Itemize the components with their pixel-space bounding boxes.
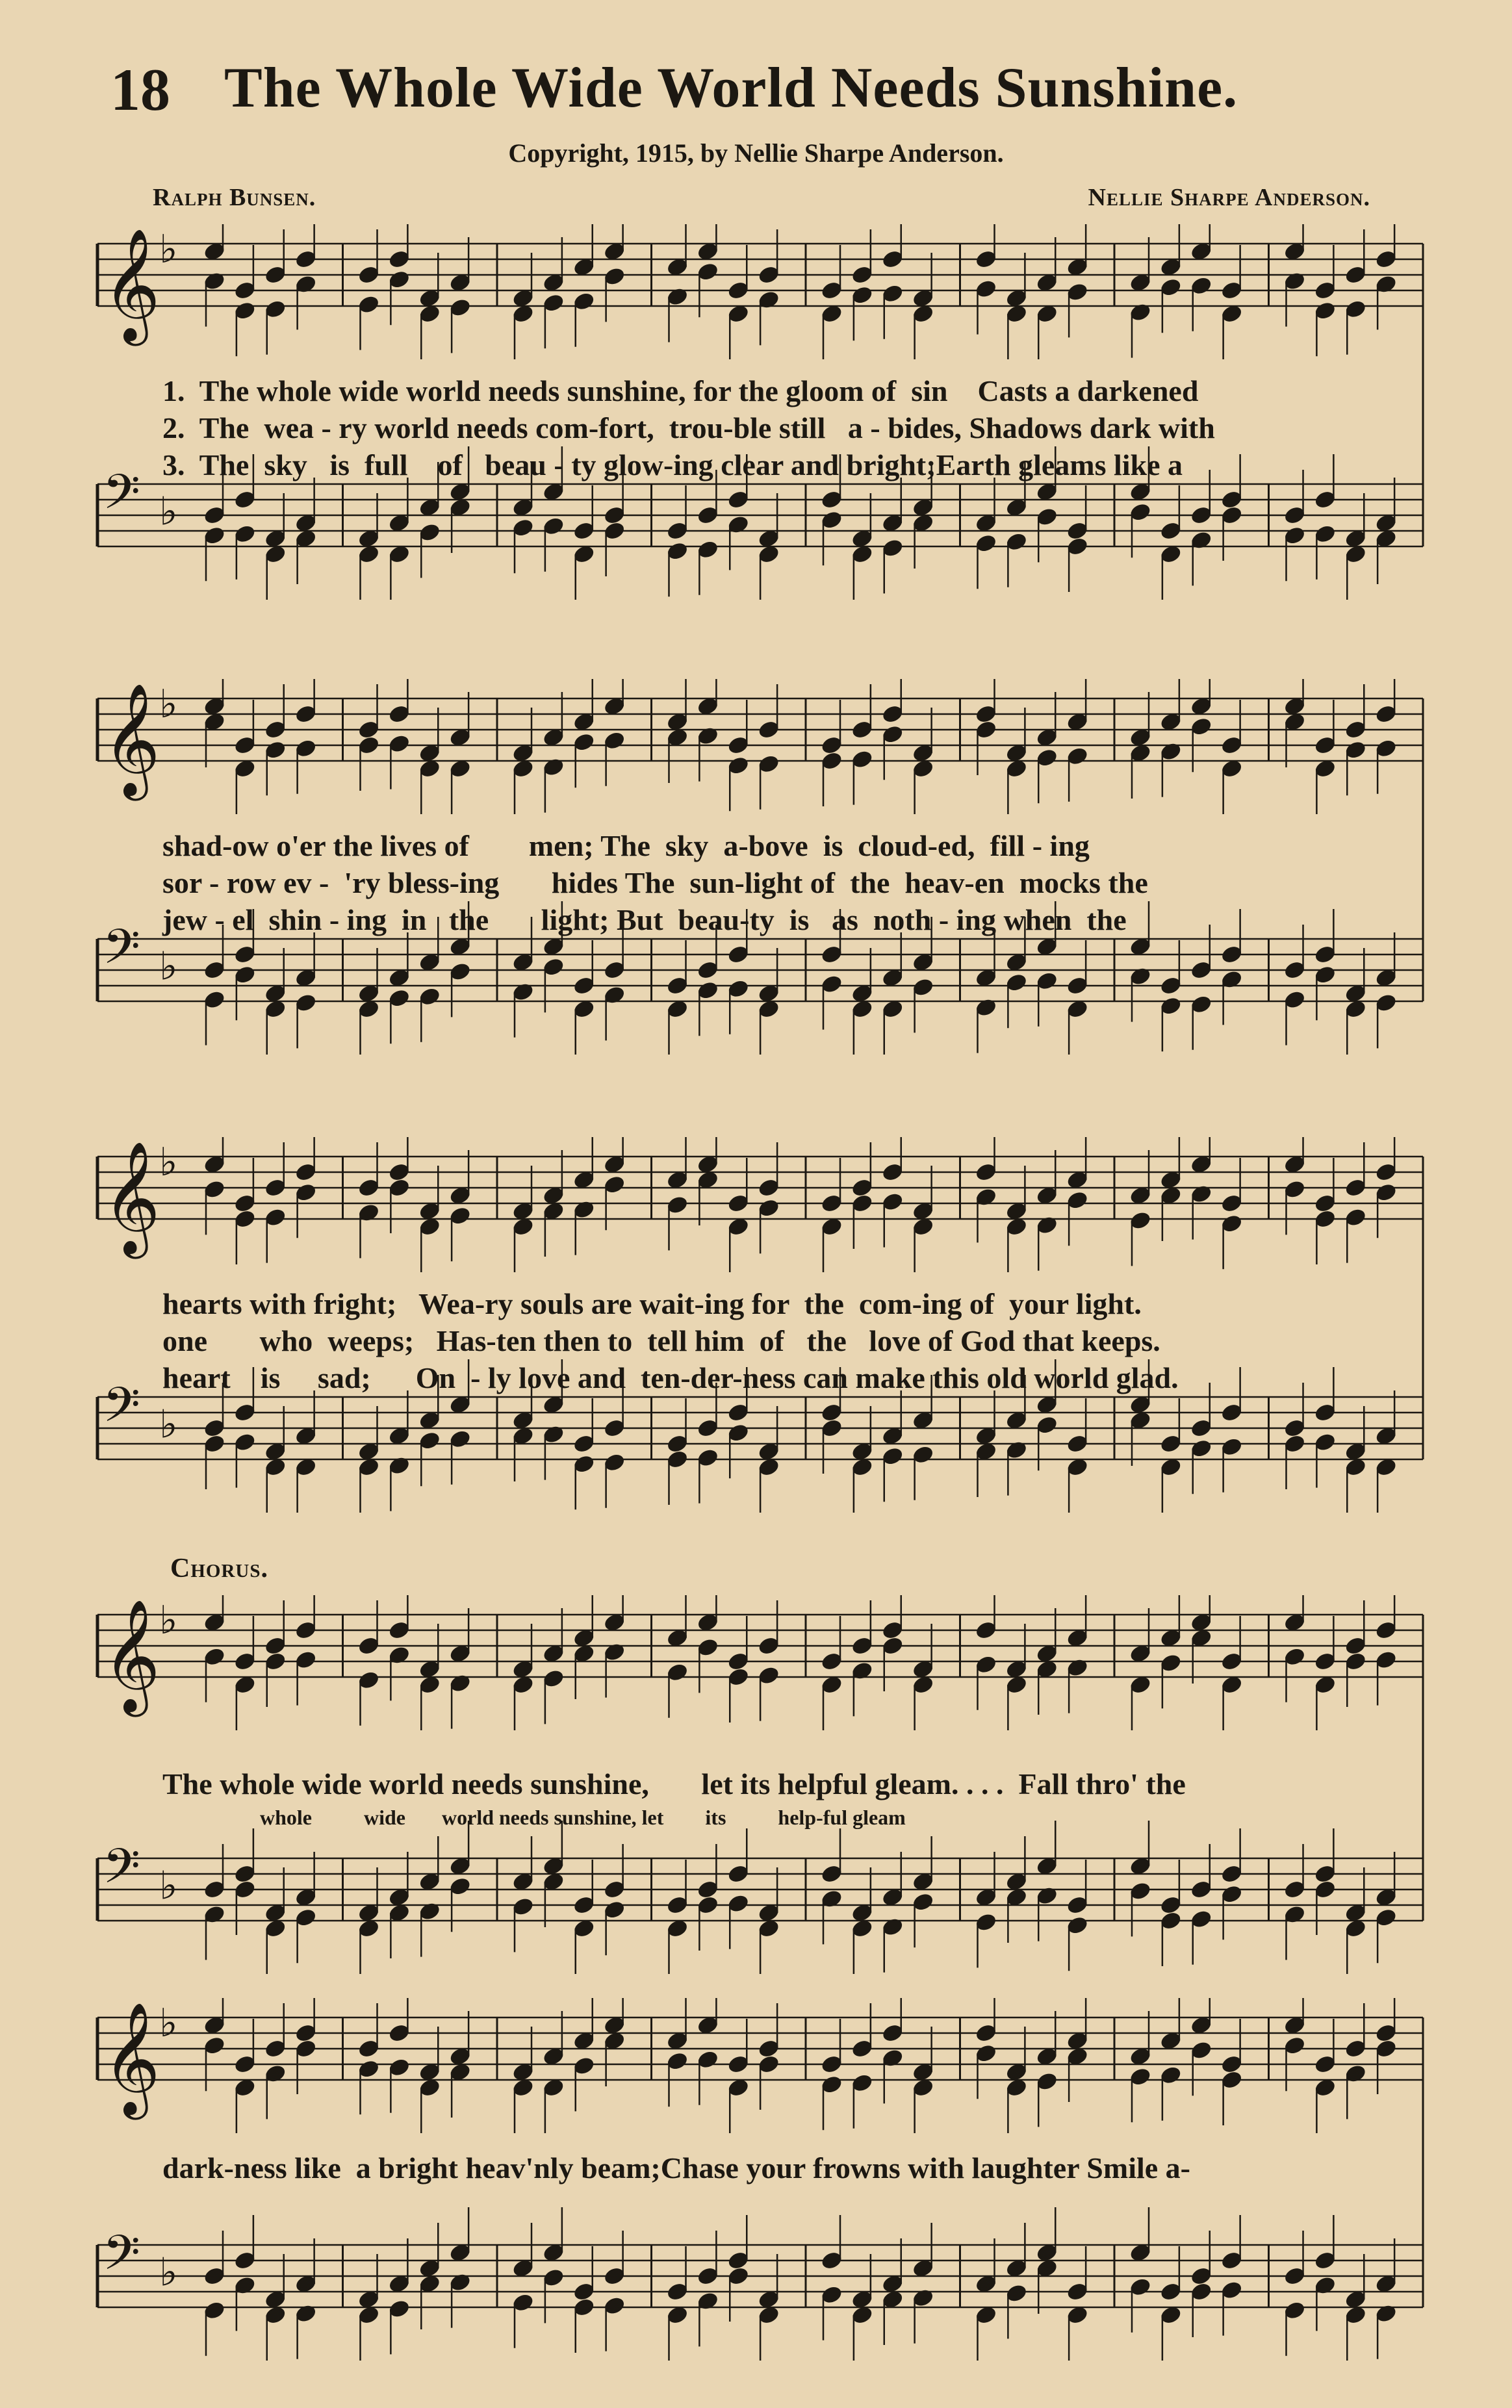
treble-staff xyxy=(97,224,1423,359)
bass-clef-icon: 𝄢 xyxy=(103,2225,140,2293)
lyrics-verse-1: hearts with fright; Wea-ry souls are wait-ing for the com-ing of your light. xyxy=(162,1287,1142,1320)
lyrics-verse-3: 3. The sky is full of beau - ty glow-ing clear and bright;Earth gleams like a xyxy=(162,448,1183,481)
chorus-label: Chorus. xyxy=(170,1554,268,1583)
bass-staff xyxy=(97,1821,1423,1974)
treble-clef-icon: 𝄞 xyxy=(103,1599,160,1712)
flat-sign-icon: ♭ xyxy=(159,2249,178,2296)
treble-clef-icon: 𝄞 xyxy=(103,2002,160,2115)
flat-sign-icon: ♭ xyxy=(159,489,178,535)
bass-clef-icon: 𝄢 xyxy=(103,1377,140,1445)
hymn-title: The Whole Wide World Needs Sunshine. xyxy=(224,57,1238,120)
lyrics-verse-1: 1. The whole wide world needs sunshine, for the gloom of sin Casts a darkened xyxy=(162,374,1199,407)
lyrics-verse-1: shad-ow o'er the lives of men; The sky a-bove is cloud-ed, fill - ing xyxy=(162,829,1090,862)
lyrics-chorus-echo: whole wide world needs sunshine, let its help-ful gleam xyxy=(260,1806,906,1829)
flat-sign-icon: ♭ xyxy=(159,1863,178,1909)
lyrics-verse-2: one who weeps; Has-ten then to tell him of the love of God that keeps. xyxy=(162,1324,1160,1357)
lyrics-verse-3: heart is sad; On - ly love and ten-der-ness can make this old world glad. xyxy=(162,1361,1179,1394)
lyricist-credit: Ralph Bunsen. xyxy=(153,184,316,211)
bass-clef-icon: 𝄢 xyxy=(103,1838,140,1906)
bass-clef-icon: 𝄢 xyxy=(103,464,140,532)
treble-clef-icon: 𝄞 xyxy=(103,1141,160,1254)
flat-sign-icon: ♭ xyxy=(159,226,178,272)
treble-clef-icon: 𝄞 xyxy=(103,228,160,341)
bass-staff xyxy=(97,2207,1423,2361)
lyrics-verse-2: sor - row ev - 'ry bless-ing hides The sun-light of the heav-en mocks the xyxy=(162,866,1148,899)
treble-staff xyxy=(97,1595,1423,1730)
flat-sign-icon: ♭ xyxy=(159,1402,178,1448)
hymn-number: 18 xyxy=(110,57,170,123)
music-system-2 xyxy=(91,679,1429,1082)
flat-sign-icon: ♭ xyxy=(159,943,178,990)
treble-staff xyxy=(97,679,1423,814)
flat-sign-icon: ♭ xyxy=(159,1597,178,1643)
flat-sign-icon: ♭ xyxy=(159,2000,178,2046)
treble-staff xyxy=(97,1137,1423,1272)
composer-credit: Nellie Sharpe Anderson. xyxy=(1088,184,1370,211)
music-system-1 xyxy=(91,224,1429,627)
flat-sign-icon: ♭ xyxy=(159,1139,178,1185)
music-system-4 xyxy=(91,1595,1429,1998)
lyrics-verse-3: jew - el shin - ing in the light; But beau-ty is as noth - ing when the xyxy=(162,903,1127,936)
copyright-notice: Copyright, 1915, by Nellie Sharpe Anderson. xyxy=(508,138,1004,168)
flat-sign-icon: ♭ xyxy=(159,681,178,727)
music-system-5 xyxy=(91,1998,1429,2401)
treble-clef-icon: 𝄞 xyxy=(103,683,160,796)
music-system-3 xyxy=(91,1137,1429,1540)
lyrics-verse-2: 2. The wea - ry world needs com-fort, trou-ble still a - bides, Shadows dark with xyxy=(162,411,1215,444)
treble-staff xyxy=(97,1998,1423,2133)
lyrics-chorus: dark-ness like a bright heav'nly beam;Chase your frowns with laughter Smile a- xyxy=(162,2151,1190,2184)
lyrics-chorus: The whole wide world needs sunshine, let its helpful gleam. . . . Fall thro' the xyxy=(162,1767,1186,1800)
bass-clef-icon: 𝄢 xyxy=(103,919,140,987)
music-notation xyxy=(91,1998,1429,2401)
